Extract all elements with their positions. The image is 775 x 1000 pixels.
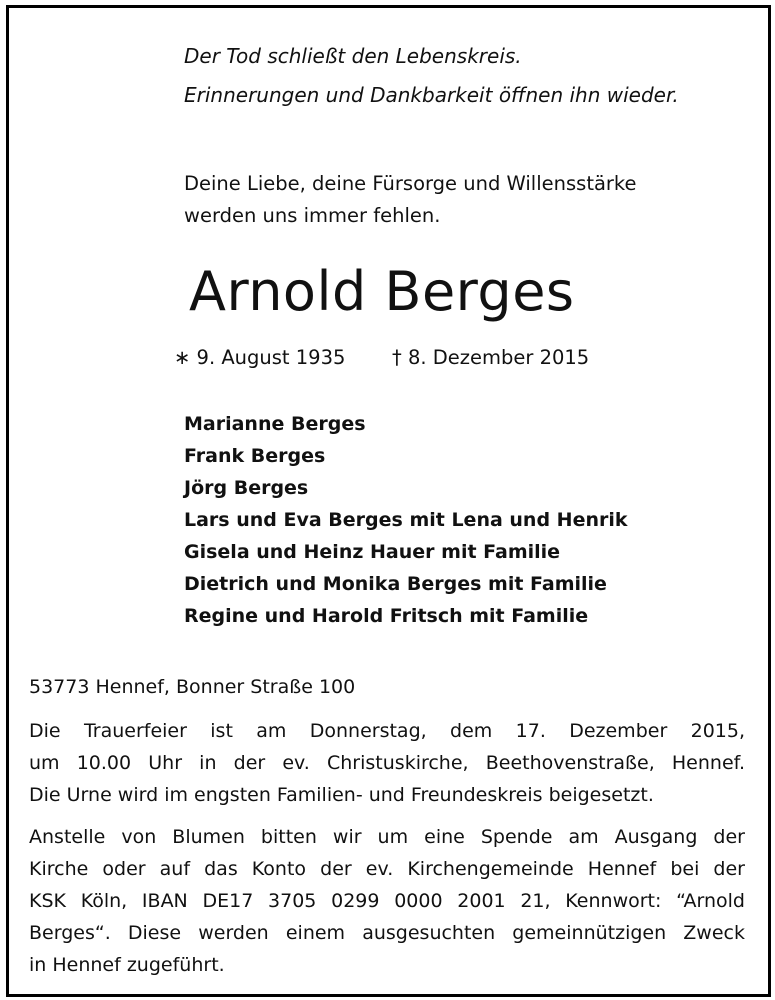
donation-line: Kirche oder auf das Konto der ev. Kirchengemeinde Hennef bei der [29, 858, 745, 880]
intro-line-2: werden uns immer fehlen. [184, 204, 441, 227]
death-date: † 8. Dezember 2015 [392, 346, 590, 369]
intro-line-1: Deine Liebe, deine Fürsorge und Willensstärke [184, 172, 637, 195]
mourners-list [184, 408, 628, 632]
mourner-name: Jörg Berges [184, 477, 309, 499]
donation-line: Anstelle von Blumen bitten wir um eine Spende am Ausgang der [29, 826, 745, 848]
donation-line: Berges“. Diese werden einem ausgesuchten gemeinnützigen Zweck [29, 922, 745, 944]
mourner-name: Marianne Berges [184, 413, 366, 435]
ceremony-line: um 10.00 Uhr in der ev. Christuskirche, Beethovenstraße, Hennef. [29, 752, 745, 774]
ceremony-paragraph [29, 715, 745, 811]
donation-line: in Hennef zugeführt. [29, 954, 225, 976]
birth-date: ∗ 9. August 1935 [174, 346, 346, 369]
mourner-name: Gisela und Heinz Hauer mit Familie [184, 541, 561, 563]
ceremony-line: Die Urne wird im engsten Familien- und Freundeskreis beigesetzt. [29, 784, 654, 806]
motto-line-1: Der Tod schließt den Lebenskreis. [184, 44, 522, 68]
motto-line-2: Erinnerungen und Dankbarkeit öffnen ihn wieder. [184, 83, 679, 107]
life-dates [174, 341, 590, 375]
donation-line: KSK Köln, IBAN DE17 3705 0299 0000 2001 21, Kennwort: “Arnold [29, 890, 745, 912]
mourner-name: Dietrich und Monika Berges mit Familie [184, 573, 607, 595]
mourner-name: Lars und Eva Berges mit Lena und Henrik [184, 509, 628, 531]
family-address: 53773 Hennef, Bonner Straße 100 [29, 676, 356, 698]
donation-paragraph [29, 821, 745, 981]
obituary-frame [6, 5, 771, 997]
deceased-name: Arnold Berges [189, 260, 575, 323]
mourner-name: Regine und Harold Fritsch mit Familie [184, 605, 589, 627]
ceremony-line: Die Trauerfeier ist am Donnerstag, dem 17. Dezember 2015, [29, 720, 745, 742]
mourner-name: Frank Berges [184, 445, 326, 467]
